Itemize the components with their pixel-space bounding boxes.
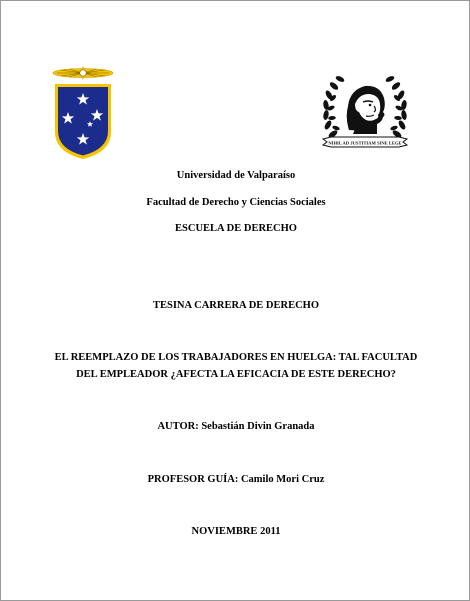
- portrait-head-icon: [347, 86, 385, 134]
- thesis-title-line-1: EL REEMPLAZO DE LOS TRABAJADORES EN HUELGA: TAL FACULTAD: [54, 352, 418, 363]
- document-type: TESINA CARRERA DE DERECHO: [153, 300, 319, 311]
- date-line: NOVIEMBRE 2011: [191, 526, 281, 537]
- faculty-name: Facultad de Derecho y Ciencias Sociales: [146, 197, 326, 208]
- school-name: ESCUELA DE DERECHO: [175, 223, 297, 234]
- law-faculty-seal-logo: [319, 64, 411, 156]
- university-crest-logo: [51, 64, 115, 160]
- seal-banner-text: NIHIL AD JUSTITIAM SINE LEGE: [328, 140, 402, 146]
- seal-banner: [323, 137, 407, 147]
- author-line: AUTOR: Sebastián Divin Granada: [157, 421, 315, 432]
- sun-rays-icon: [53, 66, 113, 80]
- thesis-title-line-2: DEL EMPLEADOR ¿AFECTA LA EFICACIA DE ESTE DERECHO?: [76, 369, 396, 380]
- university-name: Universidad de Valparaíso: [176, 170, 296, 181]
- advisor-line: PROFESOR GUÍA: Camilo Mori Cruz: [147, 474, 325, 485]
